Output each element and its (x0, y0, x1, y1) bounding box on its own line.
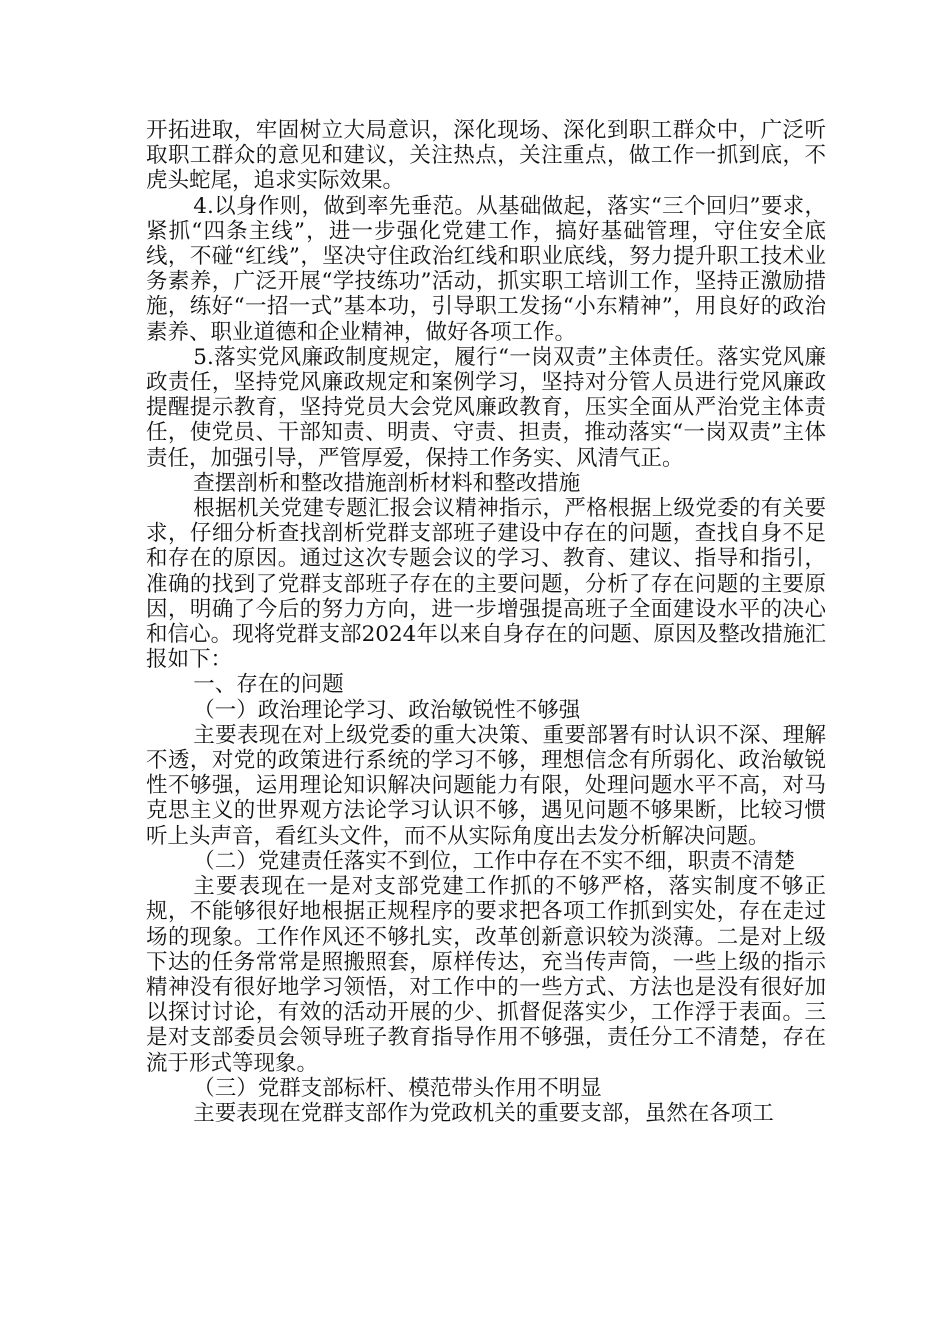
document-page (146, 118, 826, 1126)
subheading-political-theory: （一）政治理论学习、政治敏锐性不够强 (193, 697, 581, 723)
paragraph-role-model: 主要表现在党群支部作为党政机关的重要支部，虽然在各项工 (193, 1100, 774, 1126)
paragraph-continuation: 开拓进取，牢固树立大局意识，深化现场、深化到职工群众中，广泛听取职工群众的意见和建议，关注热点，关注重点，做工作一抓到底，不虎头蛇尾，追求实际效果。 (146, 118, 826, 194)
subheading-role-model: （三）党群支部标杆、模范带头作用不明显 (193, 1075, 602, 1101)
paragraph-item-4: 4.以身作则，做到率先垂范。从基础做起，落实“三个回归”要求，紧抓“四条主线”，进一步强化党建工作，搞好基础管理，守住安全底线，不碰“红线”，坚决守住政治红线和职业底线，努力提升职工技术业务素养，广泛开展“学技练功”活动，抓实职工培训工作，坚持正激励措施，练好“一招一式”基本功，引导职工发扬“小东精神”，用良好的政治素养、职业道德和企业精神，做好各项工作。 (146, 193, 826, 345)
section-title: 查摆剖析和整改措施剖析材料和整改措施 (193, 470, 581, 496)
paragraph-political-theory: 主要表现在对上级党委的重大决策、重要部署有时认识不深、理解不透，对党的政策进行系统的学习不够，理想信念有所弱化、政治敏锐性不够强，运用理论知识解决问题能力有限，处理问题水平不高，对马克思主义的世界观方法论学习认识不够，遇见问题不够果断，比较习惯听上头声音，看红头文件，而不从实际角度出去发分析解决问题。 (146, 722, 826, 849)
paragraph-party-responsibility: 主要表现在一是对支部党建工作抓的不够严格，落实制度不够正规，不能够很好地根据正规程序的要求把各项工作抓到实处，存在走过场的现象。工作作风还不够扎实，改革创新意识较为淡薄。二是对上级下达的任务常常是照搬照套，原样传达，充当传声筒，一些上级的指示精神没有很好地学习领悟，对工作中的一些方式、方法也是没有很好加以探讨讨论，有效的活动开展的少、抓督促落实少，工作浮于表面。三是对支部委员会领导班子教育指导作用不够强，责任分工不清楚，存在流于形式等现象。 (146, 874, 826, 1076)
paragraph-item-5: 5.落实党风廉政制度规定，履行“一岗双责”主体责任。落实党风廉政责任，坚持党风廉政规定和案例学习，坚持对分管人员进行党风廉政提醒提示教育，坚持党员大会党风廉政教育，压实全面从严治党主体责任，使党员、干部知责、明责、守责、担责，推动落实“一岗双责”主体责任，加强引导，严管厚爱，保持工作务实、风清气正。 (146, 344, 826, 471)
paragraph-intro: 根据机关党建专题汇报会议精神指示，严格根据上级党委的有关要求，仔细分析查找剖析党群支部班子建设中存在的问题，查找自身不足和存在的原因。通过这次专题会议的学习、教育、建议、指导和指引，准确的找到了党群支部班子存在的主要问题，分析了存在问题的主要原因，明确了今后的努力方向，进一步增强提高班子全面建设水平的决心和信心。现将党群支部2024年以来自身存在的问题、原因及整改措施汇报如下： (146, 496, 826, 673)
heading-existing-problems: 一、存在的问题 (193, 672, 344, 698)
subheading-party-responsibility: （二）党建责任落实不到位，工作中存在不实不细，职责不清楚 (193, 848, 796, 874)
